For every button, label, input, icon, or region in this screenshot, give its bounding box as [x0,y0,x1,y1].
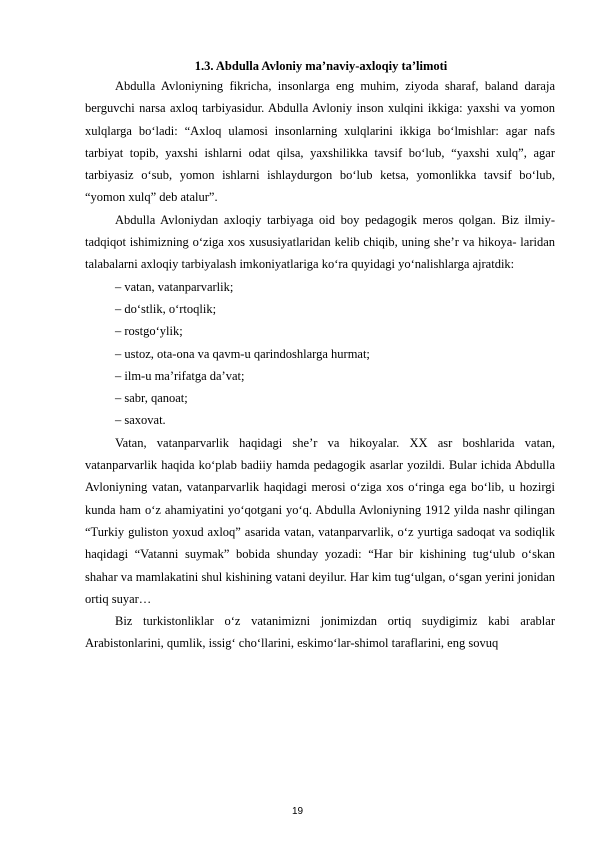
list-item: – rostgo‘ylik; [115,324,183,339]
paragraph: Abdulla Avloniydan axloqiy tarbiyaga oid boy pedagogik meros qolgan. Biz ilmiy-tadqiqot ishimizning o‘ziga xos xususiyatlaridan kelib chiqib, uning she’r va hikoya- laridan talabalarni axloqiy tarbiyalash imkoniyatlariga ko‘ra quyidagi yo‘nalishlarga ajratdik: [85,212,555,272]
list-item: – vatan, vatanparvarlik; [115,279,234,294]
list-item: – ilm-u ma’rifatga da’vat; [115,368,245,383]
list-item: – ustoz, ota-ona va qavm-u qarindoshlarga hurmat; [115,346,370,361]
paragraph: Abdulla Avloniyning fikricha, insonlarga eng muhim, ziyoda sharaf, baland daraja berguvchi narsa axloq tarbiyasidur. Abdulla Avloniy inson xulqini ikkiga: yaxshi va yomon xulqlarga bo‘ladi: “Axloq ulamosi insonlarning xulqlarini ikkiga bo‘lmishlar: agar nafs tarbiyat topib, yaxshi ishlarni odat qilsa, yaxshilikka tavsif bo‘lub, “yaxshi xulq”, agar tarbiyasiz o‘sub, yomon ishlarni ishlaydurgon bo‘lub ketsa, yomonlikka tavsif bo‘lub, “yomon xulq” deb atalur”. [85,79,555,205]
list-item: – saxovat. [115,413,166,428]
direction-list [85,276,555,432]
page-number: 19 [291,806,304,817]
list-item: – do‘stlik, o‘rtoqlik; [115,301,217,316]
list-item: – sabr, qanoat; [115,391,188,406]
paragraph: Biz turkistonliklar o‘z vatanimizni jonimizdan ortiq suydigimiz kabi arablar Arabistonlarini, qumlik, issig‘ cho‘llarini, eskimo‘lar-shimol taraflarini, eng sovuq [85,614,555,651]
section-heading: 1.3. Abdulla Avloniy ma’naviy-axloqiy ta’limoti [194,59,448,73]
page-content [85,58,555,655]
paragraph: Vatan, vatanparvarlik haqidagi she’r va hikoyalar. XX asr boshlarida vatan, vatanparvarlik haqida ko‘plab badiiy hamda pedagogik asarlar yozildi. Bular ichida Abdulla Avloniyning vatan, vatanparvarlik haqidagi merosi o‘ziga xos o‘ringa ega bo‘lib, u hozirgi kunda ham o‘z ahamiyatini yo‘qotgani yo‘q. Abdulla Avloniyning 1912 yilda nashr qilingan “Turkiy guliston yoxud axloq” asarida vatan, vatanparvarlik, o‘z yurtiga sadoqat va sodiqlik haqidagi “Vatanni suymak” bobida shunday yozadi: “Har bir kishining tug‘ulub o‘skan shahar va mamlakatini shul kishining vatani deyilur. Har kim tug‘ulgan, o‘sgan yerini jonidan ortiq suyar… [85,435,555,606]
